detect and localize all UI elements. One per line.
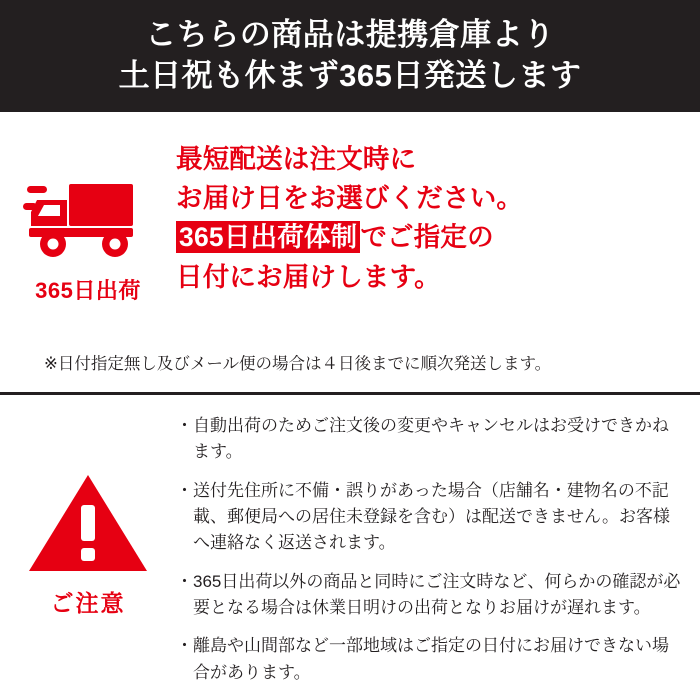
message-line-3 — [176, 218, 686, 257]
list-item — [176, 633, 684, 686]
message-line-2: お届け日をお選びください。 — [176, 183, 524, 214]
shipping-message-section — [0, 112, 700, 395]
message-line-4: 日付にお届けします。 — [176, 261, 441, 292]
shipping-message-column — [176, 120, 700, 392]
bullet-marker: ・ — [176, 480, 193, 500]
list-item — [176, 569, 684, 622]
bullet-marker: ・ — [176, 571, 193, 591]
truck-icon-label: 365日出荷 — [35, 278, 141, 303]
shipping-note: ※日付指定無し及びメール便の場合は４日後までに順次発送します。 — [44, 354, 552, 373]
caution-icon-column — [0, 409, 176, 700]
caution-list — [176, 409, 700, 700]
caution-label: ご注意 — [50, 590, 126, 616]
truck-column — [0, 120, 176, 392]
header-line-2: 土日祝も休まず365日発送します — [118, 58, 582, 93]
caution-section — [0, 395, 700, 700]
banner-header — [0, 0, 700, 112]
list-item — [176, 478, 684, 557]
list-item-text: 離島や山間部など一部地域はご指定の日付にお届けできない場合があります。 — [193, 636, 669, 682]
message-line-3-rest: でご指定の — [360, 222, 494, 253]
list-item-text: 365日出荷以外の商品と同時にご注文時など、何らかの確認が必要となる場合は休業日明けの出荷となりお届けが遅れます。 — [193, 571, 681, 618]
list-item — [176, 413, 684, 466]
bullet-marker: ・ — [176, 416, 193, 435]
delivery-truck-icon — [23, 176, 153, 262]
highlight-365-shipping: 365日出荷体制 — [176, 221, 360, 253]
list-item-text: 自動出荷のためご注文後の変更やキャンセルはお受けできかねます。 — [193, 416, 669, 462]
message-line-1: 最短配送は注文時に — [176, 144, 417, 174]
bullet-marker: ・ — [176, 636, 193, 656]
list-item-text: 送付先住所に不備・誤りがあった場合（店舗名・建物名の不記載、郵便局への居住未登録を含む）は配送できません。お客様へ連絡なく返送されます。 — [193, 480, 671, 553]
warning-triangle-icon — [27, 471, 149, 575]
header-line-1: こちらの商品は提携倉庫より — [145, 17, 555, 53]
